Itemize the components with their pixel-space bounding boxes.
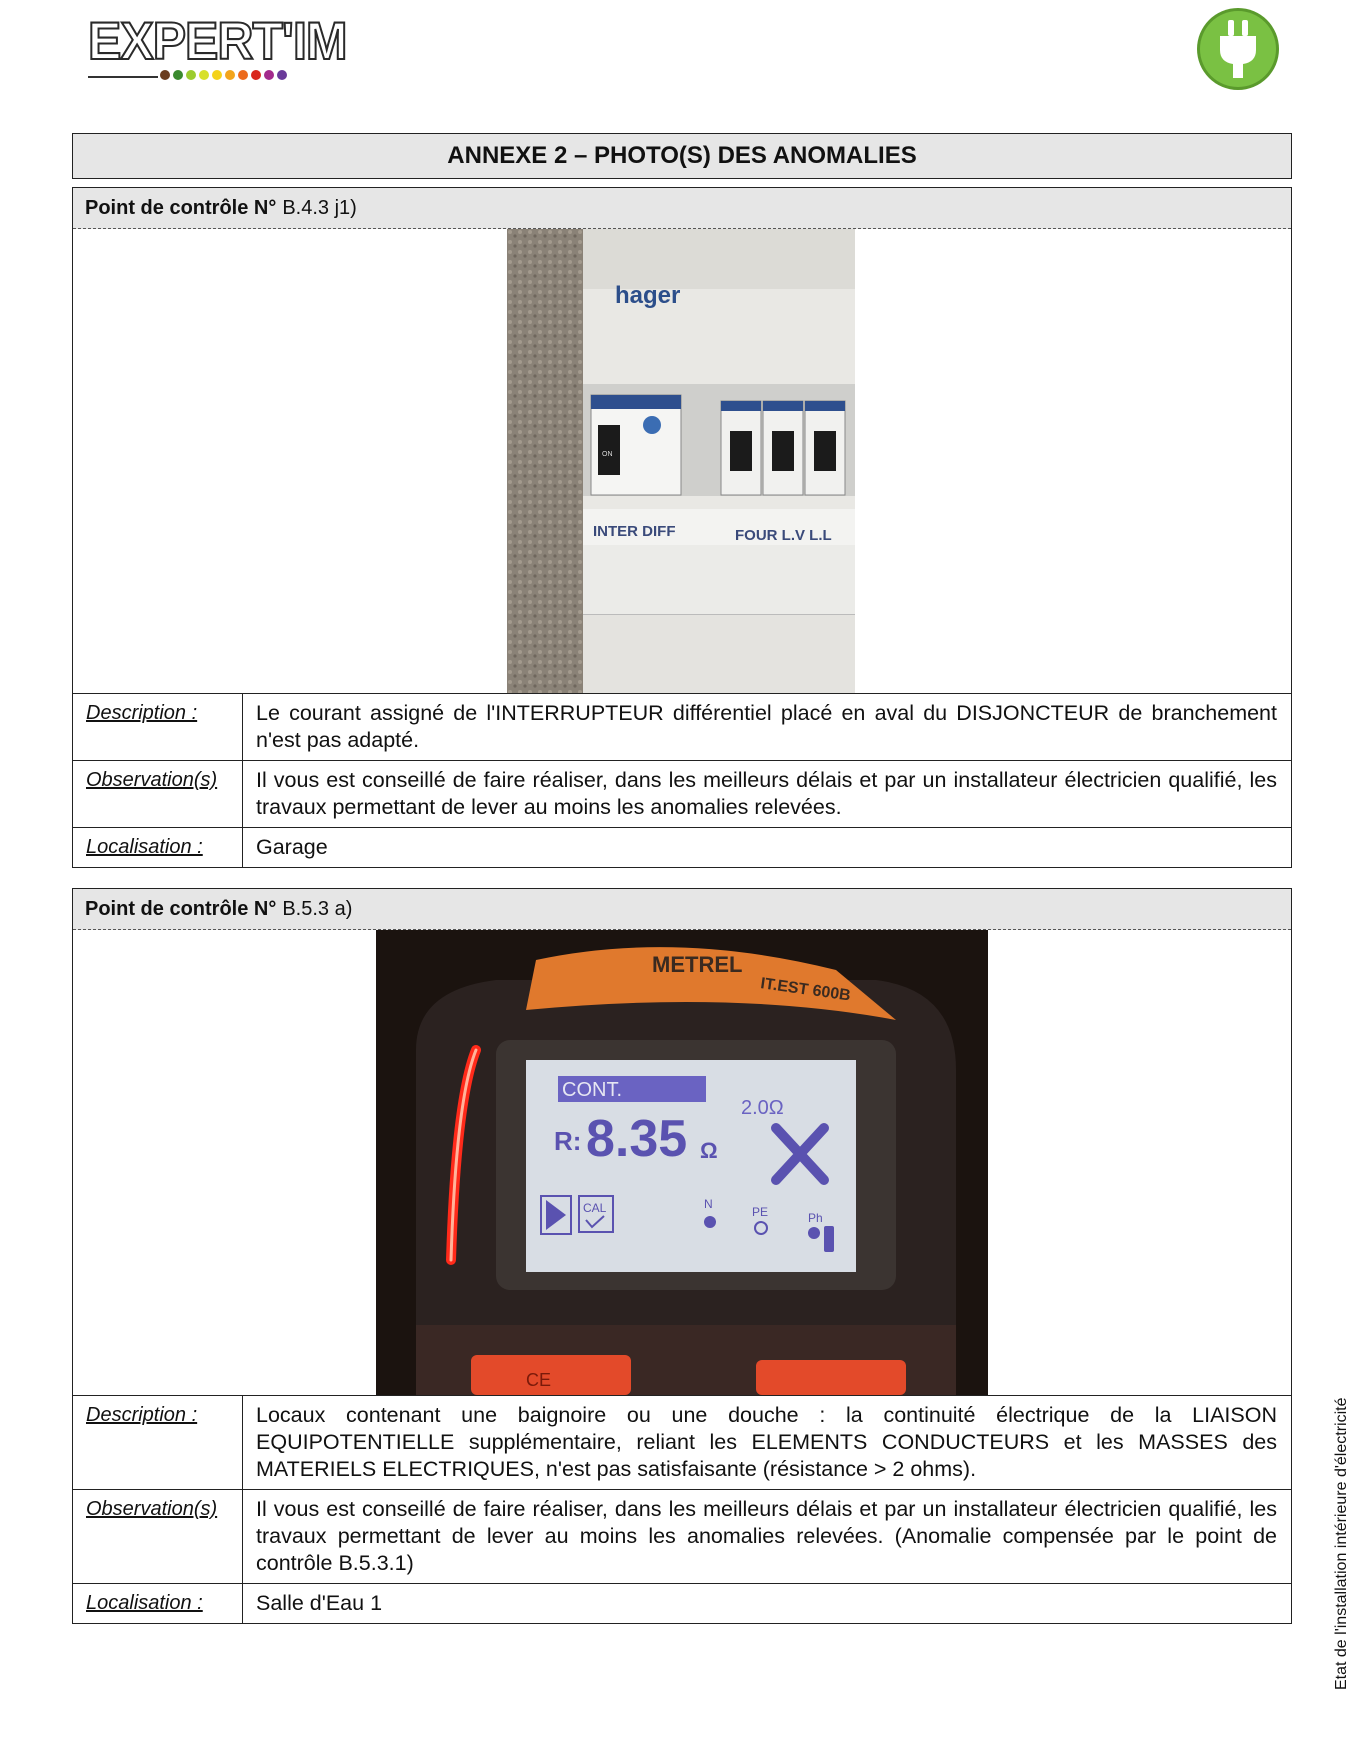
ce-mark: CE xyxy=(526,1370,552,1390)
reading-value: 8.35 xyxy=(586,1110,688,1168)
reading-unit: Ω xyxy=(700,1138,718,1163)
logo-dot xyxy=(225,70,235,80)
logo-dot xyxy=(238,70,248,80)
heading-code: B.5.3 a) xyxy=(282,897,353,920)
observation-text: Il vous est conseillé de faire réaliser, dans les meilleurs délais et par un installateur électricien qualifié, les travaux permettant de lever au moins les anomalies relevées. (Anomalie compensée par le point de contrôle B.5.3.1) xyxy=(256,1497,1277,1575)
logo-dot xyxy=(277,70,287,80)
location-row xyxy=(73,1584,1291,1623)
logo-dot xyxy=(186,70,196,80)
tester-model: IT.EST 600B xyxy=(759,975,852,1005)
section-heading xyxy=(73,889,1291,930)
electrical-panel-photo xyxy=(507,229,855,693)
cal-label: CAL xyxy=(583,1201,607,1215)
reading-prefix: R: xyxy=(554,1126,582,1156)
observation-label: Observation(s) xyxy=(73,1490,243,1583)
panel-brand: hager xyxy=(615,282,681,309)
logo-underline xyxy=(88,76,158,78)
location-label: Localisation : xyxy=(73,828,243,867)
tester-photo xyxy=(376,930,988,1395)
logo-dot xyxy=(251,70,261,80)
expertim-logo xyxy=(88,11,347,92)
switch-on-label: ON xyxy=(602,451,613,458)
logo-dot xyxy=(160,70,170,80)
mode-label: CONT. xyxy=(562,1079,622,1101)
pe-label: PE xyxy=(752,1205,769,1219)
label-four-lv-ll: FOUR L.V L.L xyxy=(735,527,832,544)
photo-row xyxy=(73,229,1291,694)
description-text: Locaux contenant une baignoire ou une douche : la continuité électrique de la LIAISON EQUIPOTENTIELLE supplémentaire, reliant les ELEMENTS CONDUCTEURS et les MASSES des MATERIELS ELECTRIQUES, n'est pas satisfaisante (résistance > 2 ohms). xyxy=(256,1403,1277,1481)
description-label: Description : xyxy=(73,694,243,760)
description-text: Le courant assigné de l'INTERRUPTEUR différentiel placé en aval du DISJONCTEUR de branchement n'est pas adapté. xyxy=(256,701,1277,752)
limit-label: 2.0Ω xyxy=(741,1097,784,1119)
logo-dot xyxy=(199,70,209,80)
observation-text: Il vous est conseillé de faire réaliser, dans les meilleurs délais et par un installateur électricien qualifié, les travaux permettant de lever au moins les anomalies relevées. xyxy=(256,768,1277,819)
heading-code: B.4.3 j1) xyxy=(282,196,357,219)
anomaly-section-1 xyxy=(72,187,1292,868)
heading-label: Point de contrôle N° xyxy=(85,196,277,219)
section-heading xyxy=(73,188,1291,229)
observation-row xyxy=(73,1490,1291,1584)
plug-icon xyxy=(1195,6,1281,92)
logo-color-dots xyxy=(160,70,287,80)
side-caption: Etat de l'installation intérieure d'électricité xyxy=(1333,1397,1350,1690)
location-text: Garage xyxy=(256,835,328,859)
description-row xyxy=(73,1396,1291,1490)
anomaly-section-2 xyxy=(72,888,1292,1624)
description-row xyxy=(73,694,1291,761)
logo-text: EXPERT'IM xyxy=(88,11,347,71)
label-inter-diff: INTER DIFF xyxy=(593,523,676,540)
ph-label: Ph xyxy=(808,1211,823,1225)
description-label: Description : xyxy=(73,1396,243,1489)
tester-brand: METREL xyxy=(652,952,743,977)
logo-dot xyxy=(173,70,183,80)
logo-dot xyxy=(264,70,274,80)
location-text: Salle d'Eau 1 xyxy=(256,1591,383,1615)
annex-title: ANNEXE 2 – PHOTO(S) DES ANOMALIES xyxy=(72,133,1292,179)
location-label: Localisation : xyxy=(73,1584,243,1623)
location-row xyxy=(73,828,1291,867)
observation-row xyxy=(73,761,1291,828)
photo-row xyxy=(73,930,1291,1396)
n-label: N xyxy=(704,1197,713,1211)
heading-label: Point de contrôle N° xyxy=(85,897,277,920)
logo-dot xyxy=(212,70,222,80)
observation-label: Observation(s) xyxy=(73,761,243,827)
